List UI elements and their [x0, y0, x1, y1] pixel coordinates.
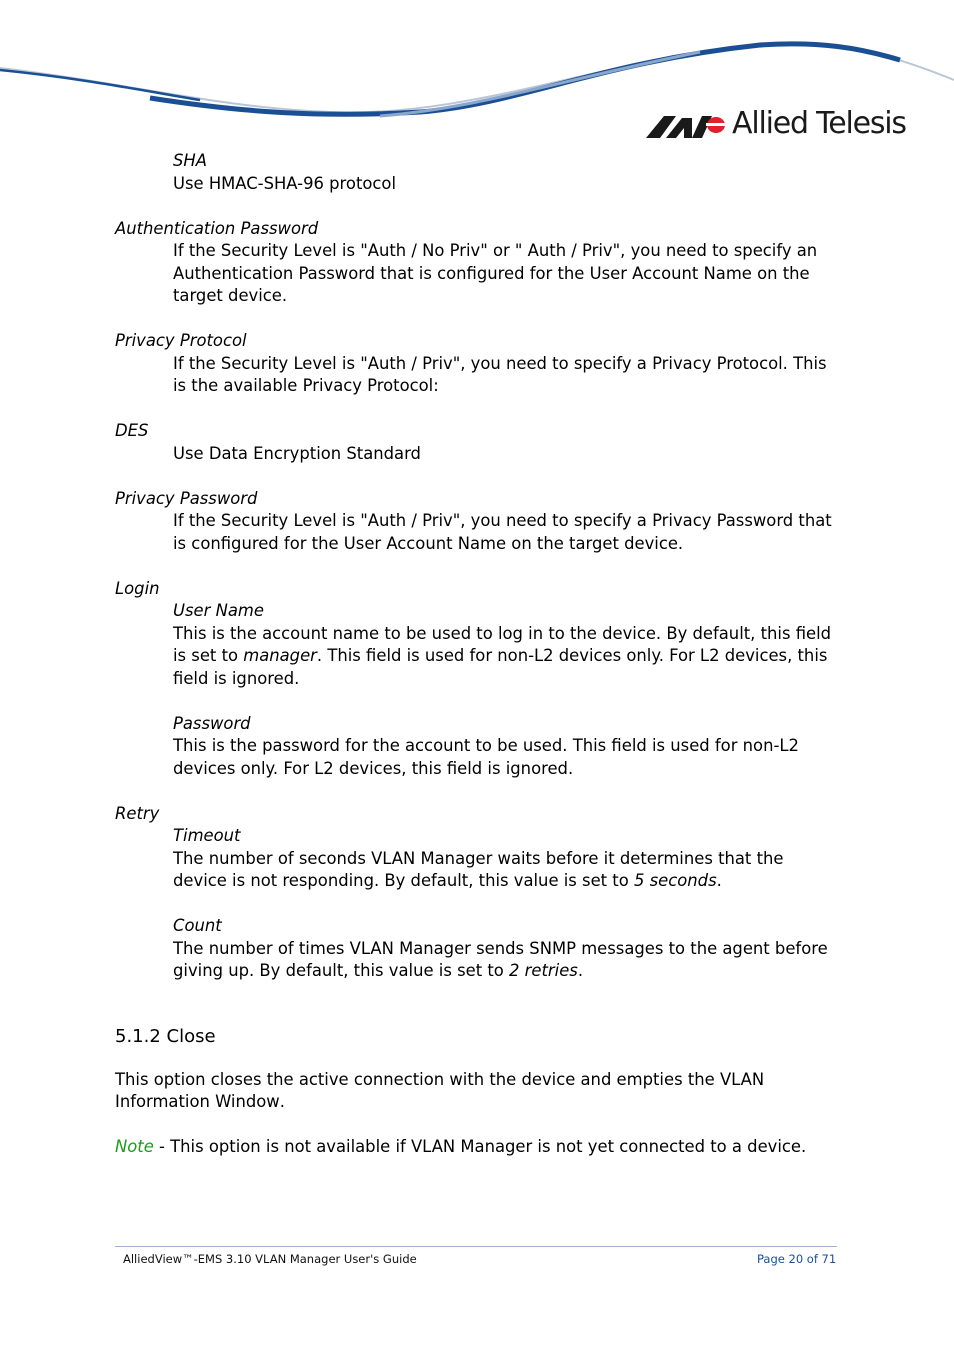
term-auth-password: Authentication Password: [115, 218, 319, 238]
desc-sha: Use HMAC-SHA-96 protocol: [173, 173, 397, 193]
desc-timeout: [173, 848, 840, 893]
note-close: [115, 1136, 840, 1159]
desc-count: [173, 938, 840, 983]
desc-user-name: [173, 623, 840, 691]
desc-auth-password: If the Security Level is "Auth / No Priv" or " Auth / Priv", you need to specify an Authentication Password that is configured for the User Account Name on the target device.: [173, 241, 818, 305]
desc-des: Use Data Encryption Standard: [173, 443, 421, 463]
term-count: Count: [173, 916, 222, 935]
desc-close-part1: This option closes the active connection with the device and empties the: [115, 1069, 720, 1089]
term-user-name: User Name: [173, 601, 264, 620]
note-text: - This option is not available if VLAN Manager is not yet connected to a device.: [153, 1137, 807, 1156]
document-body: [115, 150, 840, 1159]
desc-password: This is the password for the account to be used. This field is used for non-L2 devices only. For L2 devices, this field is ignored.: [173, 736, 799, 778]
desc-close: [115, 1069, 840, 1114]
term-timeout: Timeout: [173, 826, 241, 845]
footer-doc-title: AlliedView™-EMS 3.10 VLAN Manager User's Guide: [123, 1252, 417, 1266]
desc-privacy-protocol: If the Security Level is "Auth / Priv", you need to specify a Privacy Protocol. This is the available Privacy Protocol:: [173, 353, 827, 395]
term-privacy-password: Privacy Password: [115, 488, 258, 508]
vlan-information-window-ref: VLAN Information Window: [115, 1069, 765, 1111]
term-des: DES: [115, 421, 149, 440]
brand-name: Allied Telesis: [732, 106, 906, 141]
default-timeout-value: 5 seconds: [633, 871, 717, 890]
section-heading-close: 5.1.2 Close: [115, 1025, 216, 1047]
note-label: Note: [115, 1137, 154, 1156]
desc-count-part1: The number of times VLAN Manager sends SNMP messages to the agent before giving up. By default, this value is set to: [173, 938, 828, 980]
company-logo: [646, 108, 906, 148]
footer-page-number: Page 20 of 71: [757, 1252, 837, 1266]
term-retry: Retry: [115, 803, 160, 823]
desc-timeout-part1: The number of seconds VLAN Manager waits before it determines that the device is not responding. By default, this value is set to: [173, 848, 784, 890]
desc-count-part2: .: [577, 961, 584, 980]
footer-divider: [115, 1246, 837, 1247]
term-login: Login: [115, 578, 160, 598]
desc-user-name-part1: This is the account name to be used to log in to the device. By default, this field is set to: [173, 623, 832, 665]
term-privacy-protocol: Privacy Protocol: [115, 331, 247, 350]
desc-user-name-part2: . This field is used for non-L2 devices only. For L2 devices, this field is ignored.: [173, 646, 828, 688]
desc-close-part2: .: [279, 1092, 285, 1111]
term-sha: SHA: [173, 151, 207, 170]
default-count-value: 2 retries: [509, 961, 578, 980]
allied-telesis-mark-icon: [646, 114, 728, 144]
term-password: Password: [173, 713, 251, 733]
desc-timeout-part2: .: [716, 871, 722, 890]
default-user-name-value: manager: [243, 646, 317, 665]
desc-privacy-password: If the Security Level is "Auth / Priv", you need to specify a Privacy Password that is configured for the User Account Name on the target device.: [173, 511, 832, 553]
